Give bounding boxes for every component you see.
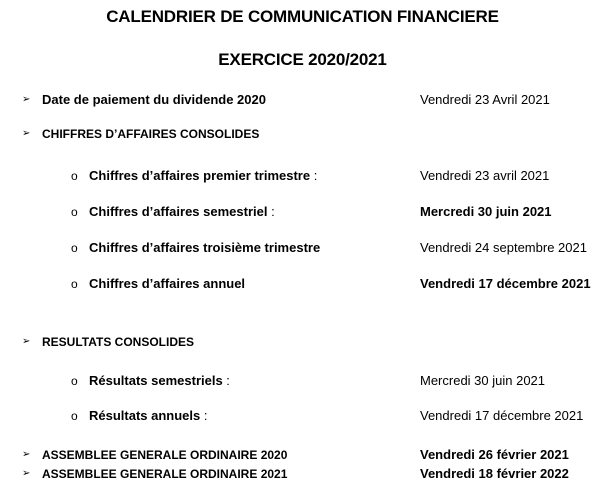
list-item-agm-2020 — [0, 446, 605, 464]
document-subtitle: EXERCICE 2020/2021 — [218, 50, 387, 69]
agm-2020-date: Vendredi 26 février 2021 — [420, 447, 569, 462]
arrow-bullet-icon: ➢ — [22, 128, 31, 139]
circle-bullet-icon: o — [71, 374, 78, 388]
arrow-bullet-icon: ➢ — [22, 468, 31, 479]
revenue-annual-date: Vendredi 17 décembre 2021 — [420, 276, 591, 291]
arrow-bullet-icon: ➢ — [22, 449, 31, 460]
results-section-label: RESULTATS CONSOLIDES — [42, 335, 195, 349]
dividend-label: Date de paiement du dividende 2020 — [42, 92, 266, 107]
list-item-results-annual — [0, 407, 605, 425]
list-item-results-semester — [0, 372, 605, 390]
section-heading-results — [0, 333, 605, 351]
list-item-agm-2021 — [0, 465, 605, 483]
section-heading-revenue — [0, 125, 605, 143]
list-item-revenue-q1 — [0, 167, 605, 185]
list-item-revenue-q3 — [0, 239, 605, 257]
agm-2021-label: ASSEMBLEE GENERALE ORDINAIRE 2021 — [42, 467, 288, 481]
document-title: CALENDRIER DE COMMUNICATION FINANCIERE — [106, 7, 499, 26]
revenue-semester-label: Chiffres d’affaires semestriel : — [89, 204, 275, 219]
results-semester-label: Résultats semestriels : — [89, 373, 230, 388]
agm-2021-date: Vendredi 18 février 2022 — [420, 466, 569, 481]
circle-bullet-icon: o — [71, 409, 78, 423]
arrow-bullet-icon: ➢ — [22, 94, 31, 105]
dividend-date: Vendredi 23 Avril 2021 — [420, 92, 550, 107]
revenue-q1-date: Vendredi 23 avril 2021 — [420, 168, 550, 183]
revenue-semester-date: Mercredi 30 juin 2021 — [420, 204, 552, 219]
revenue-annual-label: Chiffres d’affaires annuel — [89, 276, 246, 291]
list-item-revenue-semester — [0, 203, 605, 221]
results-annual-date: Vendredi 17 décembre 2021 — [420, 408, 584, 423]
circle-bullet-icon: o — [71, 205, 78, 219]
arrow-bullet-icon: ➢ — [22, 336, 31, 347]
agm-2020-label: ASSEMBLEE GENERALE ORDINAIRE 2020 — [42, 448, 288, 462]
results-semester-date: Mercredi 30 juin 2021 — [420, 373, 546, 388]
circle-bullet-icon: o — [71, 169, 78, 183]
list-item-revenue-annual — [0, 275, 605, 293]
revenue-q1-label: Chiffres d’affaires premier trimestre : — [89, 168, 318, 183]
circle-bullet-icon: o — [71, 241, 78, 255]
revenue-section-label: CHIFFRES D’AFFAIRES CONSOLIDES — [42, 127, 260, 141]
results-annual-label: Résultats annuels : — [89, 408, 208, 423]
circle-bullet-icon: o — [71, 277, 78, 291]
revenue-q3-label: Chiffres d’affaires troisième trimestre — [89, 240, 321, 255]
revenue-q3-date: Vendredi 24 septembre 2021 — [420, 240, 587, 255]
list-item-dividend — [0, 91, 605, 109]
